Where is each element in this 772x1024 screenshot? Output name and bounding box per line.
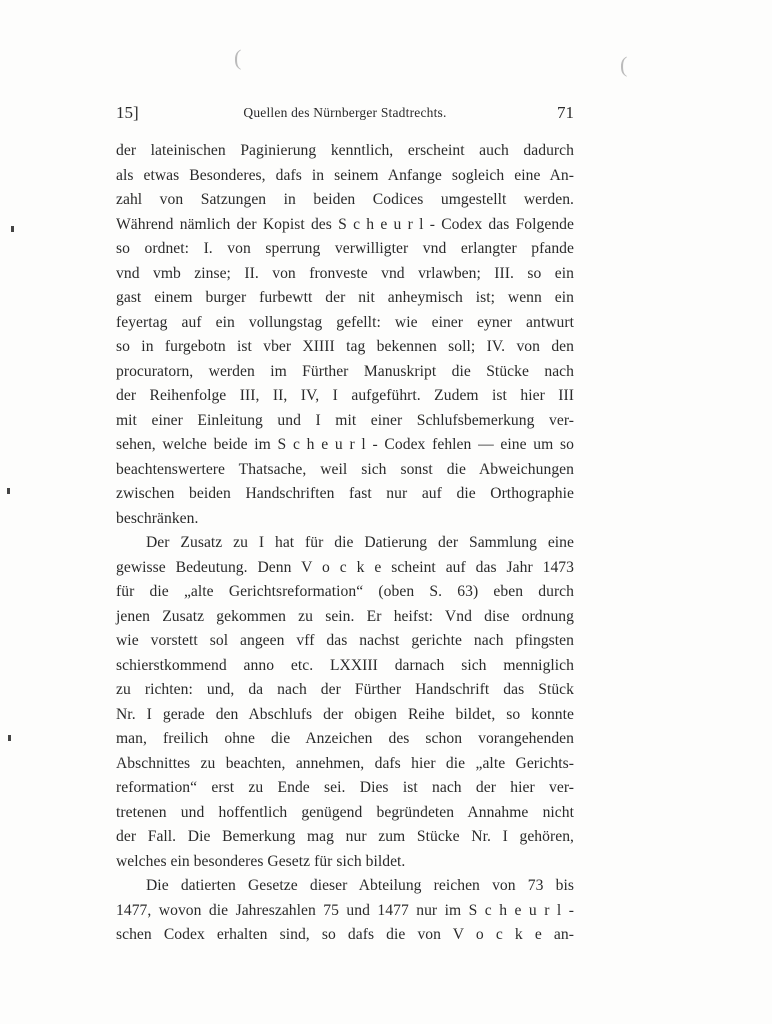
text-line: jenen Zusatz gekommen zu sein. Er heifst: Vnd dise ordnung (116, 607, 574, 625)
text-line: für die „alte Gerichtsreformation“ (oben S. 63) eben durch (116, 583, 574, 600)
text-line: reformation“ erst zu Ende sei. Dies ist nach der hier ver- (116, 779, 574, 796)
text-line: Nr. I gerade den Abschlufs der obigen Reihe bildet, so konnte (116, 705, 574, 723)
section-number: 15] (116, 103, 139, 122)
text-line: der Reihenfolge III, II, IV, I aufgeführt. Zudem ist hier III (116, 387, 574, 404)
text-line: als etwas Besonderes, dafs in seinem Anfange sogleich eine An- (116, 166, 574, 184)
text-line: schen Codex erhalten sind, so dafs die von V o c k e an- (116, 926, 574, 943)
text-line: der Fall. Die Bemerkung mag nur zum Stücke Nr. I gehören, (116, 828, 574, 845)
text-line: zahl von Satzungen in beiden Codices umgestellt werden. (116, 191, 574, 208)
text-line: vnd vmb zinse; II. von fronveste vnd vrlawben; III. so ein (116, 264, 574, 282)
running-header (116, 103, 574, 127)
running-title: Quellen des Nürnberger Stadtrechts. (243, 105, 447, 120)
text-line: wie vorstett sol angeen vff das nachst gerichte nach pfingsten (116, 632, 574, 649)
text-line: procuratorn, werden im Fürther Manuskript die Stücke nach (116, 362, 574, 380)
margin-mark (11, 226, 14, 232)
text-line: so ordnet: I. von sperrung verwilligter vnd erlangter pfande (116, 240, 574, 257)
text-line: feyertag auf ein vollungstag gefellt: wie einer eyner antwurt (116, 313, 574, 331)
page-number: 71 (557, 103, 574, 122)
margin-mark (7, 488, 10, 494)
scan-mark-left: ( (234, 45, 242, 70)
text-line: welches ein besonderes Gesetz für sich bildet. (116, 852, 406, 870)
text-line: zu richten: und, da nach der Fürther Handschrift das Stück (116, 681, 574, 698)
text-line: Während nämlich der Kopist des S c h e u r l - Codex das Folgende (116, 215, 574, 233)
text-line: zwischen beiden Handschriften fast nur auf die Orthographie (116, 485, 574, 502)
text-line: tretenen und hoffentlich genügend begründeten Annahme nicht (116, 803, 574, 821)
body-text (116, 139, 574, 948)
text-line: Der Zusatz zu I hat für die Datierung der Sammlung eine (146, 534, 574, 551)
text-line: Die datierten Gesetze dieser Abteilung reichen von 73 bis (146, 877, 574, 894)
text-line: man, freilich ohne die Anzeichen des schon vorangehenden (116, 730, 574, 747)
text-line: beschränken. (116, 509, 199, 527)
text-line: gewisse Bedeutung. Denn V o c k e scheint auf das Jahr 1473 (116, 558, 574, 576)
text-line: sehen, welche beide im S c h e u r l - Codex fehlen — eine um so (116, 436, 574, 453)
text-line: schierstkommend anno etc. LXXIII darnach sich menniglich (116, 656, 574, 674)
text-line: Abschnittes zu beachten, annehmen, dafs hier die „alte Gerichts- (116, 754, 574, 772)
text-line: 1477, wovon die Jahreszahlen 75 und 1477 nur im S c h e u r l - (116, 901, 574, 919)
text-line: der lateinischen Paginierung kenntlich, erscheint auch dadurch (116, 142, 574, 159)
text-line: beachtenswertere Thatsache, weil sich sonst die Abweichungen (116, 460, 574, 478)
text-line: gast einem burger furbewtt der nit anheymisch ist; wenn ein (116, 289, 574, 306)
margin-mark (8, 735, 11, 741)
scan-mark-right: ( (620, 52, 628, 77)
text-line: mit einer Einleitung und I mit einer Schlufsbemerkung ver- (116, 411, 574, 429)
text-line: so in furgebotn ist vber XIIII tag bekennen soll; IV. von den (116, 338, 574, 355)
